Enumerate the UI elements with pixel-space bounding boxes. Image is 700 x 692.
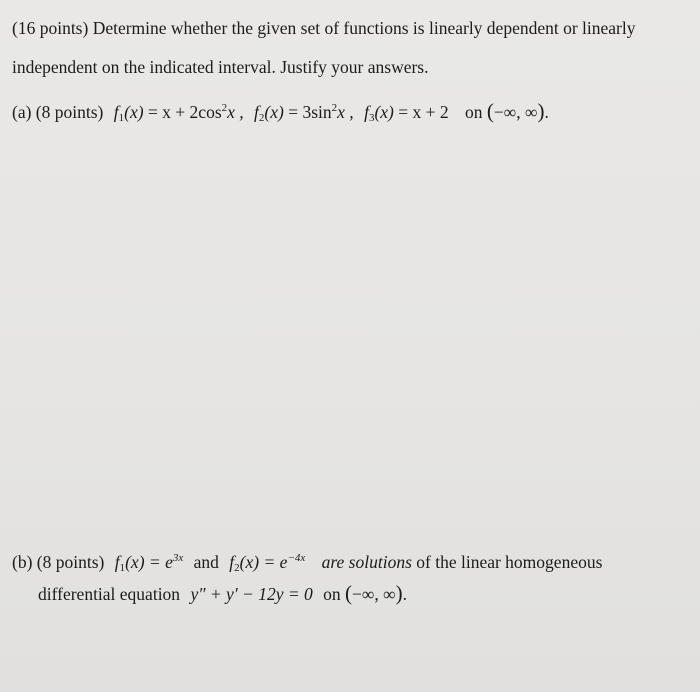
problem-header-line-1: (16 points) Determine whether the given set of functions is linearly dependent or linearly <box>12 18 636 38</box>
problem-header-line-2: independent on the indicated interval. Justify your answers. <box>12 57 429 77</box>
part-a-f1: $f_1(x) = x + 2\cos^2x$ , <box>113 102 244 124</box>
part-b-on: on <box>323 584 341 604</box>
part-a-on: on <box>465 102 483 122</box>
part-b-statement-line-1 <box>12 552 602 572</box>
part-b-label: (b) (8 points) <box>12 552 105 572</box>
part-b-interval: (−∞, ∞). <box>345 581 407 605</box>
part-a-interval: (−∞, ∞). <box>486 99 549 123</box>
part-b-f1: $f_1(x) = e^{3x}$ <box>114 552 184 574</box>
part-b-rest-line-1: of the linear homogeneous <box>416 552 603 572</box>
part-b-and: and <box>193 552 219 572</box>
part-b-are-solutions: are solutions <box>321 552 412 572</box>
part-a-label: (a) (8 points) <box>12 102 104 122</box>
part-a-f3: $f_3(x) = x + 2$ <box>364 102 449 124</box>
part-a-statement <box>12 101 549 122</box>
part-b-statement-line-2 <box>38 583 407 604</box>
part-a-f2: $f_2(x) = 3\sin^2x$ , <box>254 102 354 124</box>
part-b-f2: $f_2(x) = e^{-4x}$ <box>229 552 306 574</box>
part-b-line-2-start: differential equation <box>38 584 181 604</box>
part-b-ode: y″ + y′ − 12y = 0 <box>190 584 313 604</box>
